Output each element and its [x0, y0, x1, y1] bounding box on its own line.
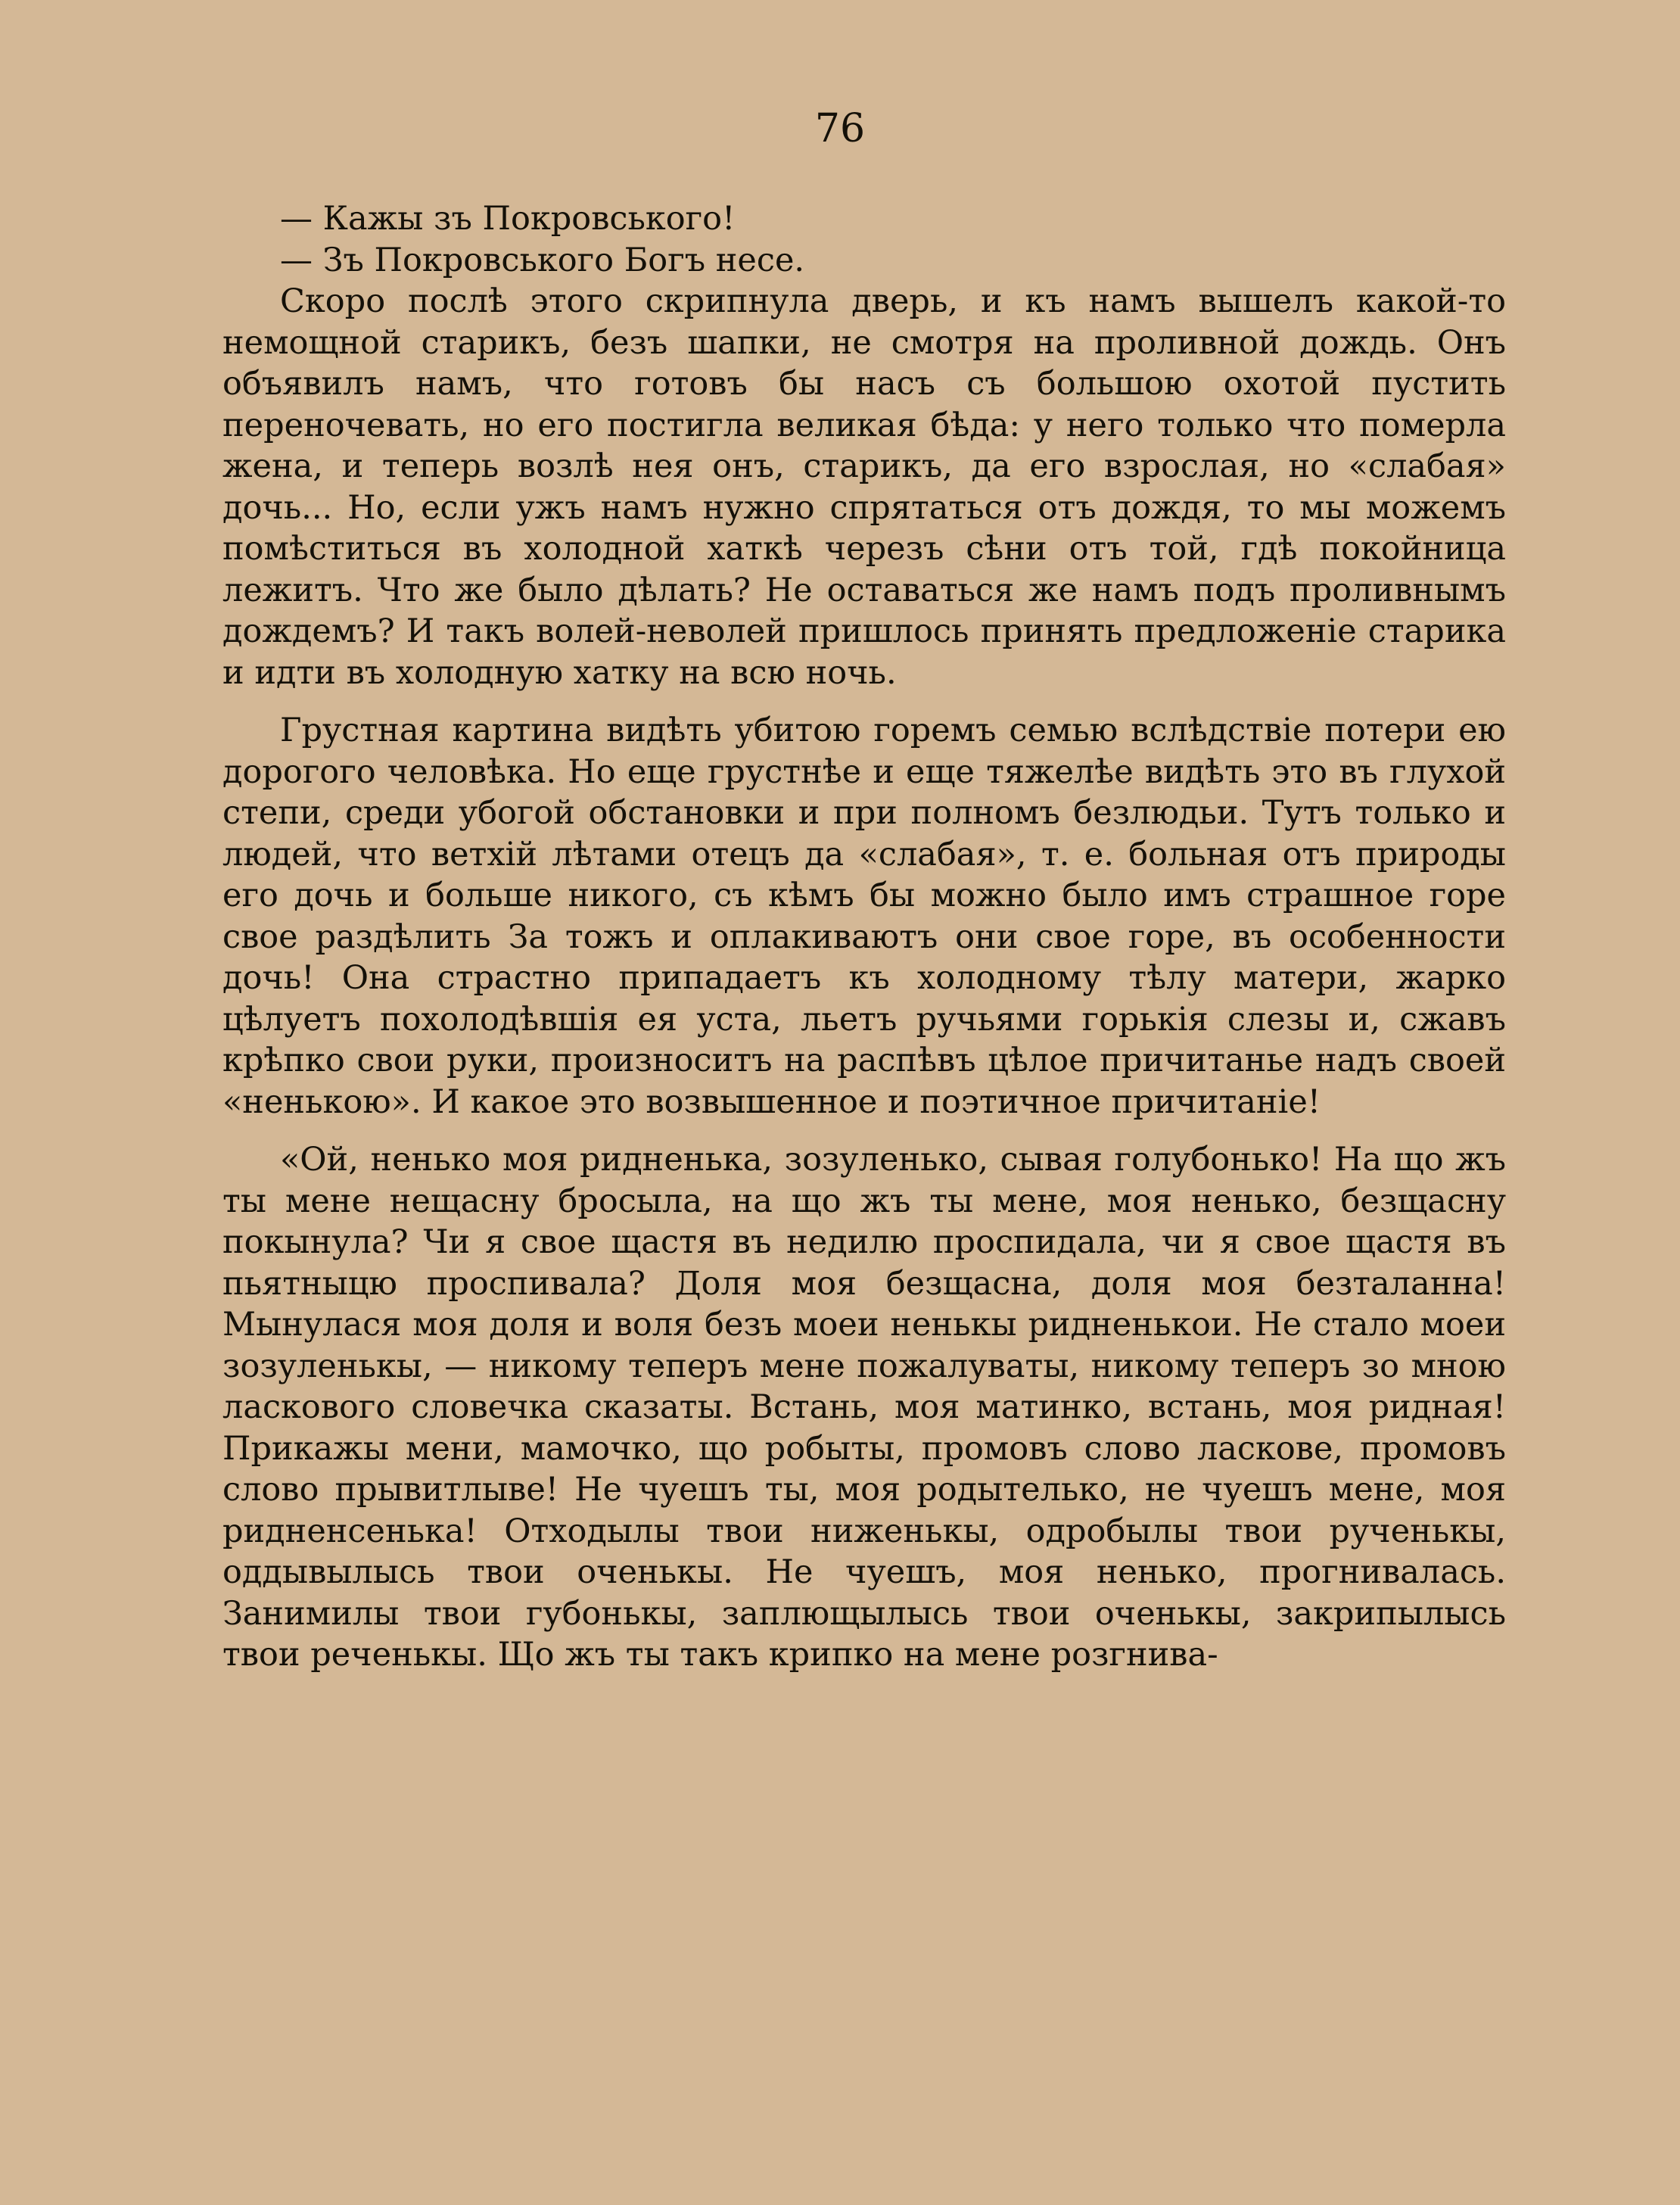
paragraph: Грустная картина видѣть убитою горемъ семью вслѣдствіе потери ею дорогого человѣка. Но еще грустнѣе и еще тяжелѣе видѣть это въ глухой степи, среди убогой обстановки и при полномъ безлюдьи. Тутъ только и людей, что ветхій лѣтами отецъ да «слабая», т. е. больная отъ природы его дочь и больше никого, съ кѣмъ бы можно было имъ страшное горе свое раздѣлить За тожъ и оплакиваютъ они свое горе, въ особенности дочь! Она страстно припадаетъ къ холодному тѣлу матери, жарко цѣлуетъ похолодѣвшія ея уста, льетъ ручьями горькія слезы и, сжавъ крѣпко свои руки, произноситъ на распѣвъ цѣлое причитанье надъ своей «ненькою». И какое это возвышенное и поэтичное причитаніе! — [222, 712, 1506, 1121]
dialogue-line: — Кажы зъ Покровського! — [280, 200, 736, 238]
paragraph: «Ой, ненько моя ридненька, зозуленько, сывая голубонько! На що жъ ты мене нещасну бросыла, на що жъ ты мене, моя ненько, безщасну покынула? Чи я свое щастя въ недилю проспидала, чи я свое щастя въ пьятныцю проспивала? Доля моя безщасна, доля моя безталанна! Мынулася моя доля и воля безъ моеи ненькы ридненькои. Не стало моеи зозуленькы, — никому теперъ мене пожалуваты, никому теперъ зо мною ласкового словечка сказаты. Встань, моя матинко, встань, моя ридная! Прикажы мени, мамочко, що робыты, промовъ слово ласкове, промовъ слово прывитлыве! Не чуешъ ты, моя родытелько, не чуешъ мене, моя ридненсенька! Отходылы твои ниженькы, одробылы твои рученькы, оддывылысь твои оченькы. Не чуешъ, моя ненько, прогнивалась. Занимилы твои губонькы, заплющылысь твои оченькы, закрипылысь твои реченькы. Що жъ ты такъ крипко на мене розгнива- — [222, 1141, 1506, 1674]
page-number: 76 — [814, 106, 866, 151]
paragraph: Скоро послѣ этого скрипнула дверь, и къ намъ вышелъ какой-то немощной старикъ, безъ шапки, не смотря на проливной дождь. Онъ объявилъ намъ, что готовъ бы насъ съ большою охотой пустить переночевать, но его постигла великая бѣда: у него только что померла жена, и теперь возлѣ нея онъ, старикъ, да его взрослая, но «слабая» дочь... Но, если ужъ намъ нужно спрятаться отъ дождя, то мы можемъ помѣститься въ холодной хаткѣ черезъ сѣни отъ той, гдѣ покойница лежитъ. Что же было дѣлать? Не оставаться же намъ подъ проливнымъ дождемъ? И такъ волей-неволей пришлось принять предложеніе старика и идти въ холодную хатку на всю ночь. — [222, 282, 1506, 692]
body-text — [222, 198, 1506, 1676]
dialogue-line: — Зъ Покровського Богъ несе. — [280, 241, 805, 279]
